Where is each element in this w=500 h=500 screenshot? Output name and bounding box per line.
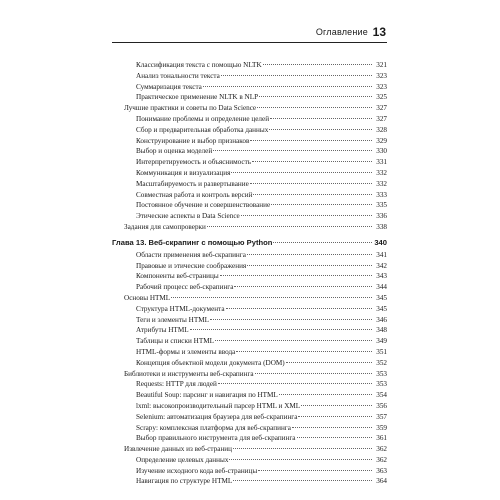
leader-dots bbox=[247, 244, 372, 255]
entry-title: Постоянное обучение и совершенствование bbox=[136, 201, 271, 210]
leader-dots bbox=[233, 438, 372, 449]
entry-page: 362 bbox=[376, 455, 387, 464]
entry-page: 323 bbox=[376, 71, 387, 80]
entry-page: 327 bbox=[376, 114, 387, 123]
entry-page: 331 bbox=[376, 158, 387, 167]
leader-dots bbox=[257, 97, 372, 108]
leader-dots bbox=[221, 65, 372, 76]
leader-dots bbox=[241, 205, 372, 216]
entry-page: 335 bbox=[376, 201, 387, 210]
entry-page: 344 bbox=[376, 283, 387, 292]
entry-page: 338 bbox=[376, 222, 387, 231]
entry-title: Beautiful Soup: парсинг и навигация по HTML bbox=[136, 391, 278, 400]
entry-page: 325 bbox=[376, 93, 387, 102]
entry-page: 348 bbox=[376, 326, 387, 335]
leader-dots bbox=[298, 406, 372, 417]
entry-title: Этические аспекты в Data Science bbox=[136, 212, 240, 221]
leader-dots bbox=[255, 363, 372, 374]
leader-dots bbox=[270, 108, 372, 119]
entry-title: Рабочий процесс веб-скрапинга bbox=[136, 283, 234, 292]
entry-page: 354 bbox=[376, 391, 387, 400]
entry-title: Коммуникация и визуализация bbox=[136, 168, 231, 177]
leader-dots bbox=[231, 162, 372, 173]
entry-page: 345 bbox=[376, 304, 387, 313]
leader-dots bbox=[210, 309, 372, 320]
entry-title: Интерпретируемость и объяснимость bbox=[136, 158, 252, 167]
entry-page: 327 bbox=[376, 104, 387, 113]
entry-title: lxml: высокопроизводительный парсер HTML и XML bbox=[136, 401, 301, 410]
entry-title: Совместная работа и контроль версий bbox=[136, 190, 253, 199]
leader-dots bbox=[252, 151, 372, 162]
toc-group-a bbox=[112, 56, 387, 229]
entry-page: 351 bbox=[376, 347, 387, 356]
entry-title: Selenium: автоматизация браузера для веб-скрапинга bbox=[136, 412, 298, 421]
entry-page: 364 bbox=[376, 477, 387, 486]
entry-title: Понимание проблемы и определение целей bbox=[136, 114, 270, 123]
entry-page: 346 bbox=[376, 315, 387, 324]
leader-dots bbox=[250, 130, 372, 141]
entry-page: 332 bbox=[376, 179, 387, 188]
entry-title: Выбор и оценка моделей bbox=[136, 147, 213, 156]
leader-dots bbox=[236, 341, 372, 352]
leader-dots bbox=[220, 265, 372, 276]
leader-dots bbox=[171, 287, 372, 298]
leader-dots bbox=[292, 417, 372, 428]
leader-dots bbox=[203, 76, 372, 87]
running-header bbox=[0, 0, 500, 56]
entry-page: 333 bbox=[376, 190, 387, 199]
entry-title: Определение целевых данных bbox=[136, 455, 229, 464]
entry-title: Сбор и предварительная обработка данных bbox=[136, 125, 269, 134]
entry-page: 352 bbox=[376, 358, 387, 367]
chapter-page: 340 bbox=[374, 237, 387, 247]
chapter-title: Глава 13. Веб-скрапинг с помощью Python bbox=[112, 237, 273, 247]
entry-title: Таблицы и списки HTML bbox=[136, 337, 214, 346]
leader-dots bbox=[218, 373, 372, 384]
leader-dots bbox=[297, 427, 373, 438]
leader-dots bbox=[271, 194, 372, 205]
entry-title: Навигация по структуре HTML bbox=[136, 477, 233, 486]
entry-page: 323 bbox=[376, 82, 387, 91]
entry-title: Масштабируемость и развертывание bbox=[136, 179, 249, 188]
entry-title: Практическое применение NLTK в NLP bbox=[136, 93, 259, 102]
leader-dots bbox=[215, 330, 372, 341]
toc-group-b bbox=[112, 246, 387, 484]
leader-dots bbox=[234, 276, 372, 287]
entry-page: 349 bbox=[376, 337, 387, 346]
entry-title: Концепция объектной модели документа (DOM) bbox=[136, 358, 285, 367]
entry-title: Классификация текста с помощью NLTK bbox=[136, 61, 262, 69]
entry-title: Анализ тональности текста bbox=[136, 71, 220, 80]
entry-page: 341 bbox=[376, 250, 387, 259]
leader-dots bbox=[213, 140, 372, 151]
header-rule bbox=[112, 42, 387, 43]
section-title: Оглавление bbox=[315, 27, 368, 37]
leader-dots bbox=[226, 298, 372, 309]
entry-page: 356 bbox=[376, 401, 387, 410]
entry-title: Основы HTML bbox=[124, 293, 171, 302]
entry-page: 345 bbox=[376, 293, 387, 302]
entry-title: Задания для самопроверки bbox=[124, 222, 206, 231]
leader-dots bbox=[269, 119, 372, 130]
entry-title: Scrapy: комплексная платформа для веб-скрапинга bbox=[136, 423, 291, 432]
entry-title: Конструирование и выбор признаков bbox=[136, 136, 250, 145]
leader-dots bbox=[263, 54, 372, 65]
entry-page: 321 bbox=[376, 61, 387, 69]
entry-title: HTML-формы и элементы ввода bbox=[136, 347, 236, 356]
entry-title: Атрибуты HTML bbox=[136, 326, 189, 335]
entry-page: 362 bbox=[376, 445, 387, 454]
leader-dots bbox=[301, 395, 372, 406]
leader-dots bbox=[279, 384, 372, 395]
entry-title: Компоненты веб-страницы bbox=[136, 272, 219, 281]
leader-dots bbox=[233, 470, 372, 481]
entry-page: 329 bbox=[376, 136, 387, 145]
leader-dots bbox=[259, 86, 372, 97]
entry-page: 328 bbox=[376, 125, 387, 134]
entry-title: Суммаризация текста bbox=[136, 82, 202, 91]
entry-title: Структура HTML-документа bbox=[136, 304, 225, 313]
leader-dots bbox=[229, 449, 372, 460]
leader-dots bbox=[258, 460, 372, 471]
entry-title: Теги и элементы HTML bbox=[136, 315, 209, 324]
entry-page: 359 bbox=[376, 423, 387, 432]
leader-dots bbox=[247, 255, 372, 266]
entry-title: Библиотеки и инструменты веб-скрапинга bbox=[124, 369, 254, 378]
entry-title: Выбор правильного инструмента для веб-скрапинга bbox=[136, 434, 296, 443]
entry-page: 336 bbox=[376, 212, 387, 221]
entry-page: 357 bbox=[376, 412, 387, 421]
leader-dots bbox=[207, 216, 372, 227]
entry-page: 353 bbox=[376, 380, 387, 389]
entry-page: 342 bbox=[376, 261, 387, 270]
leader-dots bbox=[190, 319, 372, 330]
entry-page: 343 bbox=[376, 272, 387, 281]
leader-dots bbox=[273, 232, 372, 243]
entry-title: Извлечение данных из веб-страниц bbox=[124, 445, 232, 454]
entry-page: 332 bbox=[376, 168, 387, 177]
leader-dots bbox=[286, 352, 372, 363]
entry-page: 363 bbox=[376, 466, 387, 475]
leader-dots bbox=[253, 184, 372, 195]
page-number: 13 bbox=[372, 25, 386, 39]
leader-dots bbox=[250, 173, 372, 184]
table-of-contents bbox=[112, 56, 387, 486]
entry-title: Лучшие практики и советы по Data Science bbox=[124, 104, 257, 113]
entry-title: Правовые и этические соображения bbox=[136, 261, 247, 270]
entry-title: Изучение исходного кода веб-страницы bbox=[136, 466, 258, 475]
entry-page: 361 bbox=[376, 434, 387, 443]
entry-title: Области применения веб-скрапинга bbox=[136, 250, 246, 259]
entry-page: 330 bbox=[376, 147, 387, 156]
entry-title: Requests: HTTP для людей bbox=[136, 380, 217, 389]
entry-page: 353 bbox=[376, 369, 387, 378]
